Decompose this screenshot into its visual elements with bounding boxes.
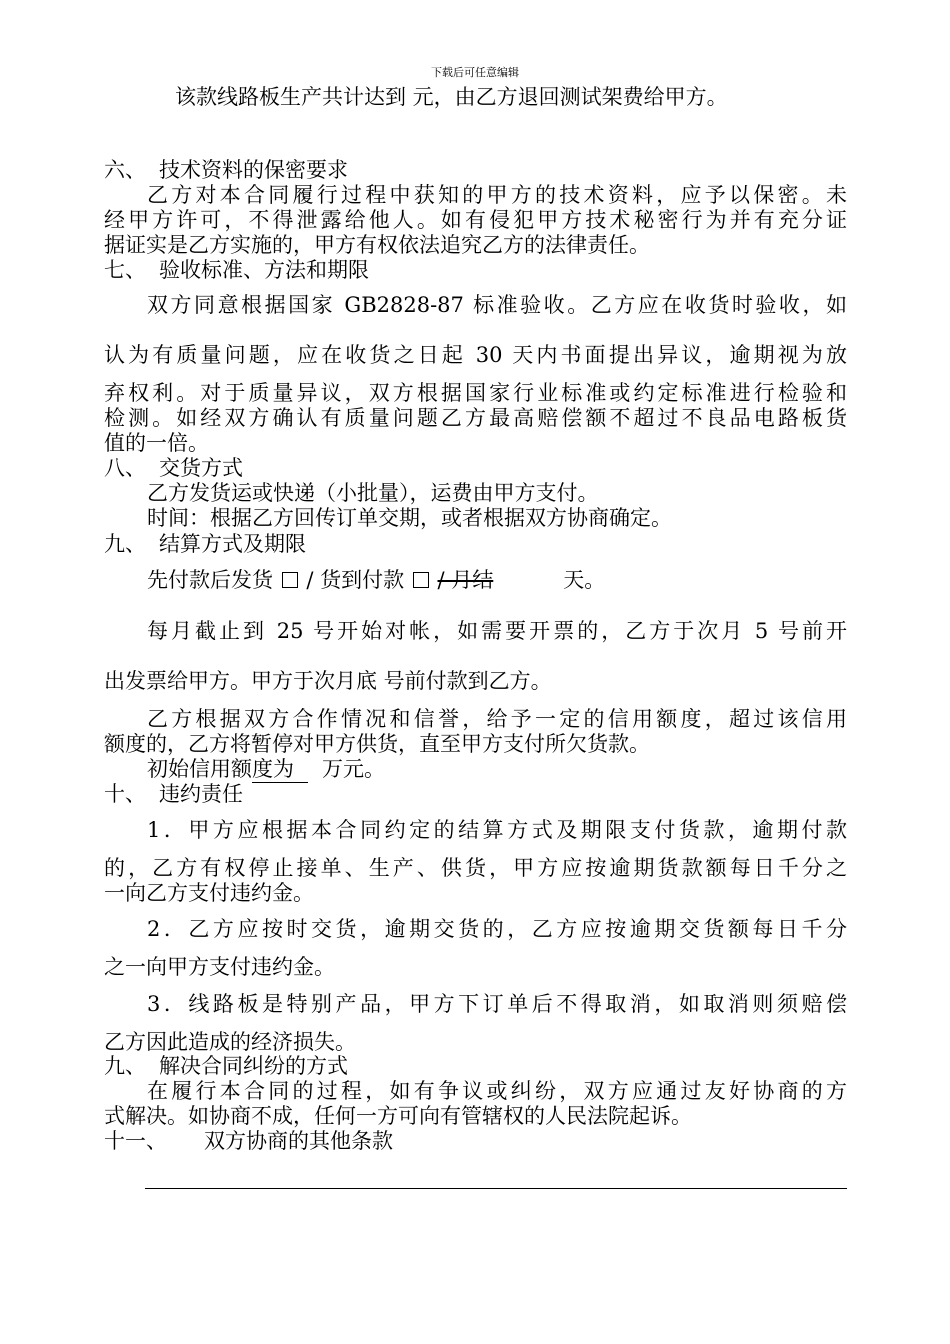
section-7-heading — [104, 257, 369, 283]
section-9-heading — [104, 531, 306, 557]
paragraph-line: 值的一倍。 — [104, 431, 209, 455]
other-terms-blank-line[interactable] — [145, 1188, 847, 1189]
section-title: 验收标准、方法和期限 — [159, 258, 369, 282]
paragraph-line: 经甲方许可，不得泄露给他人。如有侵犯甲方技术秘密行为并有充分证 — [104, 208, 847, 232]
section-10-heading — [104, 781, 243, 807]
cod-label: / 货到付款 — [306, 568, 405, 592]
section-number: 九、 — [104, 1054, 146, 1078]
paragraph-line: 每月截止到 25 号开始对帐，如需要开票的，乙方于次月 5 号前开 — [147, 619, 847, 643]
section-number: 十一、 — [104, 1129, 167, 1153]
credit-limit-line — [147, 756, 385, 783]
section-title: 违约责任 — [159, 782, 243, 806]
cod-checkbox[interactable] — [413, 572, 429, 588]
section-6-heading — [104, 157, 348, 183]
section-number: 八、 — [104, 456, 146, 480]
paragraph-line: 之一向甲方支付违约金。 — [104, 955, 335, 979]
paragraph-line: 乙方因此造成的经济损失。 — [104, 1030, 356, 1054]
paragraph-line: 一向乙方支付违约金。 — [104, 881, 314, 905]
paragraph-line: 时间：根据乙方回传订单交期，或者根据双方协商确定。 — [147, 506, 672, 530]
credit-limit-label: 初始信用额度为 — [147, 757, 294, 781]
paragraph-line: 乙方对本合同履行过程中获知的甲方的技术资料，应予以保密。未 — [147, 183, 847, 207]
prepay-checkbox[interactable] — [282, 572, 298, 588]
section-title: 解决合同纠纷的方式 — [159, 1054, 348, 1078]
paragraph-line: 3．线路板是特别产品，甲方下订单后不得取消，如取消则须赔偿 — [147, 992, 847, 1016]
section-number: 十、 — [104, 782, 146, 806]
paragraph-line: 乙方根据双方合作情况和信誉，给予一定的信用额度，超过该信用 — [147, 707, 847, 731]
paragraph-line: 1．甲方应根据本合同约定的结算方式及期限支付货款，逾期付款 — [147, 818, 847, 842]
monthly-blank — [493, 567, 563, 593]
section-8-heading — [104, 455, 243, 481]
paragraph-line: 在履行本合同的过程，如有争议或纠纷，双方应通过友好协商的方 — [147, 1079, 847, 1103]
section-title: 交货方式 — [159, 456, 243, 480]
paragraph-line: 乙方发货运或快递（小批量），运费由甲方支付。 — [147, 481, 599, 505]
paragraph-line: 双方同意根据国家 GB2828-87 标准验收。乙方应在收货时验收，如 — [147, 293, 847, 317]
section-title: 技术资料的保密要求 — [159, 158, 348, 182]
section-number: 九、 — [104, 532, 146, 556]
monthly-days: 天。 — [563, 568, 606, 592]
paragraph-line: 出发票给甲方。甲方于次月底 号前付款到乙方。 — [104, 669, 552, 693]
section-number: 六、 — [104, 158, 146, 182]
paragraph-line: 据证实是乙方实施的，甲方有权依法追究乙方的法律责任。 — [104, 233, 650, 257]
paragraph-line: 式解决。如协商不成，任何一方可向有管辖权的人民法院起诉。 — [104, 1104, 692, 1128]
paragraph-line: 检测。如经双方确认有质量问题乙方最高赔偿额不超过不良品电路板货 — [104, 406, 847, 430]
paragraph-line: 额度的，乙方将暂停对甲方供货，直至甲方支付所欠货款。 — [104, 732, 650, 756]
section-title: 结算方式及期限 — [159, 532, 306, 556]
paragraph-line: 认为有质量问题，应在收货之日起 30 天内书面提出异议，逾期视为放 — [104, 343, 847, 367]
page-header-note: 下载后可任意编辑 — [431, 66, 519, 79]
credit-limit-unit: 万元。 — [322, 757, 385, 781]
credit-limit-blank[interactable] — [252, 756, 308, 783]
payment-method-line — [147, 567, 605, 593]
section-11-heading — [104, 1128, 393, 1154]
section-number: 七、 — [104, 258, 146, 282]
section-dispute-heading — [104, 1053, 348, 1079]
section-title: 双方协商的其他条款 — [204, 1129, 393, 1153]
monthly-label: / 月结 — [437, 568, 494, 592]
prepay-label: 先付款后发货 — [147, 568, 273, 592]
paragraph-line: 的，乙方有权停止接单、生产、供货，甲方应按逾期货款额每日千分之 — [104, 856, 847, 880]
paragraph-line: 弃权利。对于质量异议，双方根据国家行业标准或约定标准进行检验和 — [104, 381, 847, 405]
intro-line: 该款线路板生产共计达到 元，由乙方退回测试架费给甲方。 — [175, 85, 728, 109]
paragraph-line: 2．乙方应按时交货，逾期交货的，乙方应按逾期交货额每日千分 — [147, 917, 847, 941]
